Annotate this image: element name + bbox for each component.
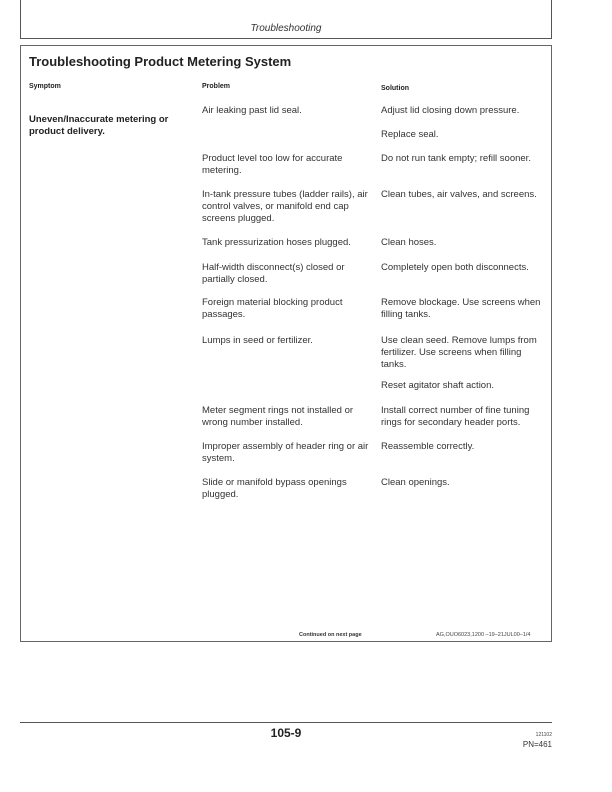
solution-cell: Remove blockage. Use screens when filling tanks.: [381, 297, 541, 320]
troubleshooting-panel: [20, 45, 552, 642]
print-code: 121102: [535, 732, 552, 738]
footer-rule: [20, 722, 552, 723]
pn-number: PN=461: [522, 740, 552, 749]
solution-cell: Reassemble correctly.: [381, 441, 475, 452]
solution-cell: Install correct number of fine tuning rings for secondary header ports.: [381, 405, 530, 428]
symptom-text: Uneven/Inaccurate metering or product delivery.: [29, 114, 169, 137]
document-reference: AG,OUO6023,1200 –19–21JUL00–1/4: [436, 632, 531, 638]
problem-cell: Product level too low for accurate metering.: [202, 153, 343, 176]
problem-cell: Half-width disconnect(s) closed or partially closed.: [202, 262, 345, 285]
solution-cell: Do not run tank empty; refill sooner.: [381, 153, 531, 164]
solution-cell: Completely open both disconnects.: [381, 262, 529, 273]
column-header-problem: Problem: [202, 83, 231, 90]
solution-cell: Adjust lid closing down pressure.: [381, 105, 520, 116]
problem-cell: Tank pressurization hoses plugged.: [202, 237, 351, 248]
continued-note: Continued on next page: [299, 632, 362, 638]
problem-cell: In-tank pressure tubes (ladder rails), air control valves, or manifold end cap screens plugged.: [202, 189, 368, 224]
solution-cell: Use clean seed. Remove lumps from fertilizer. Use screens when filling tanks.: [381, 335, 537, 370]
solution-cell: Clean tubes, air valves, and screens.: [381, 189, 537, 200]
solution-cell: Clean openings.: [381, 477, 450, 488]
problem-cell: Lumps in seed or fertilizer.: [202, 335, 313, 346]
solution-cell: Clean hoses.: [381, 237, 437, 248]
problem-cell: Air leaking past lid seal.: [202, 105, 302, 116]
problem-cell: Foreign material blocking product passages.: [202, 297, 343, 320]
header-rule: [20, 38, 552, 39]
solution-cell: Replace seal.: [381, 129, 439, 140]
problem-cell: Meter segment rings not installed or wrong number installed.: [202, 405, 354, 428]
column-header-symptom: Symptom: [29, 83, 61, 90]
solution-cell: Reset agitator shaft action.: [381, 380, 495, 391]
running-head: Troubleshooting: [250, 23, 322, 34]
problem-cell: Improper assembly of header ring or air system.: [202, 441, 369, 464]
column-header-solution: Solution: [381, 85, 409, 92]
page-number: 105-9: [270, 726, 302, 740]
problem-cell: Slide or manifold bypass openings plugged.: [202, 477, 347, 500]
section-title: Troubleshooting Product Metering System: [29, 54, 292, 69]
